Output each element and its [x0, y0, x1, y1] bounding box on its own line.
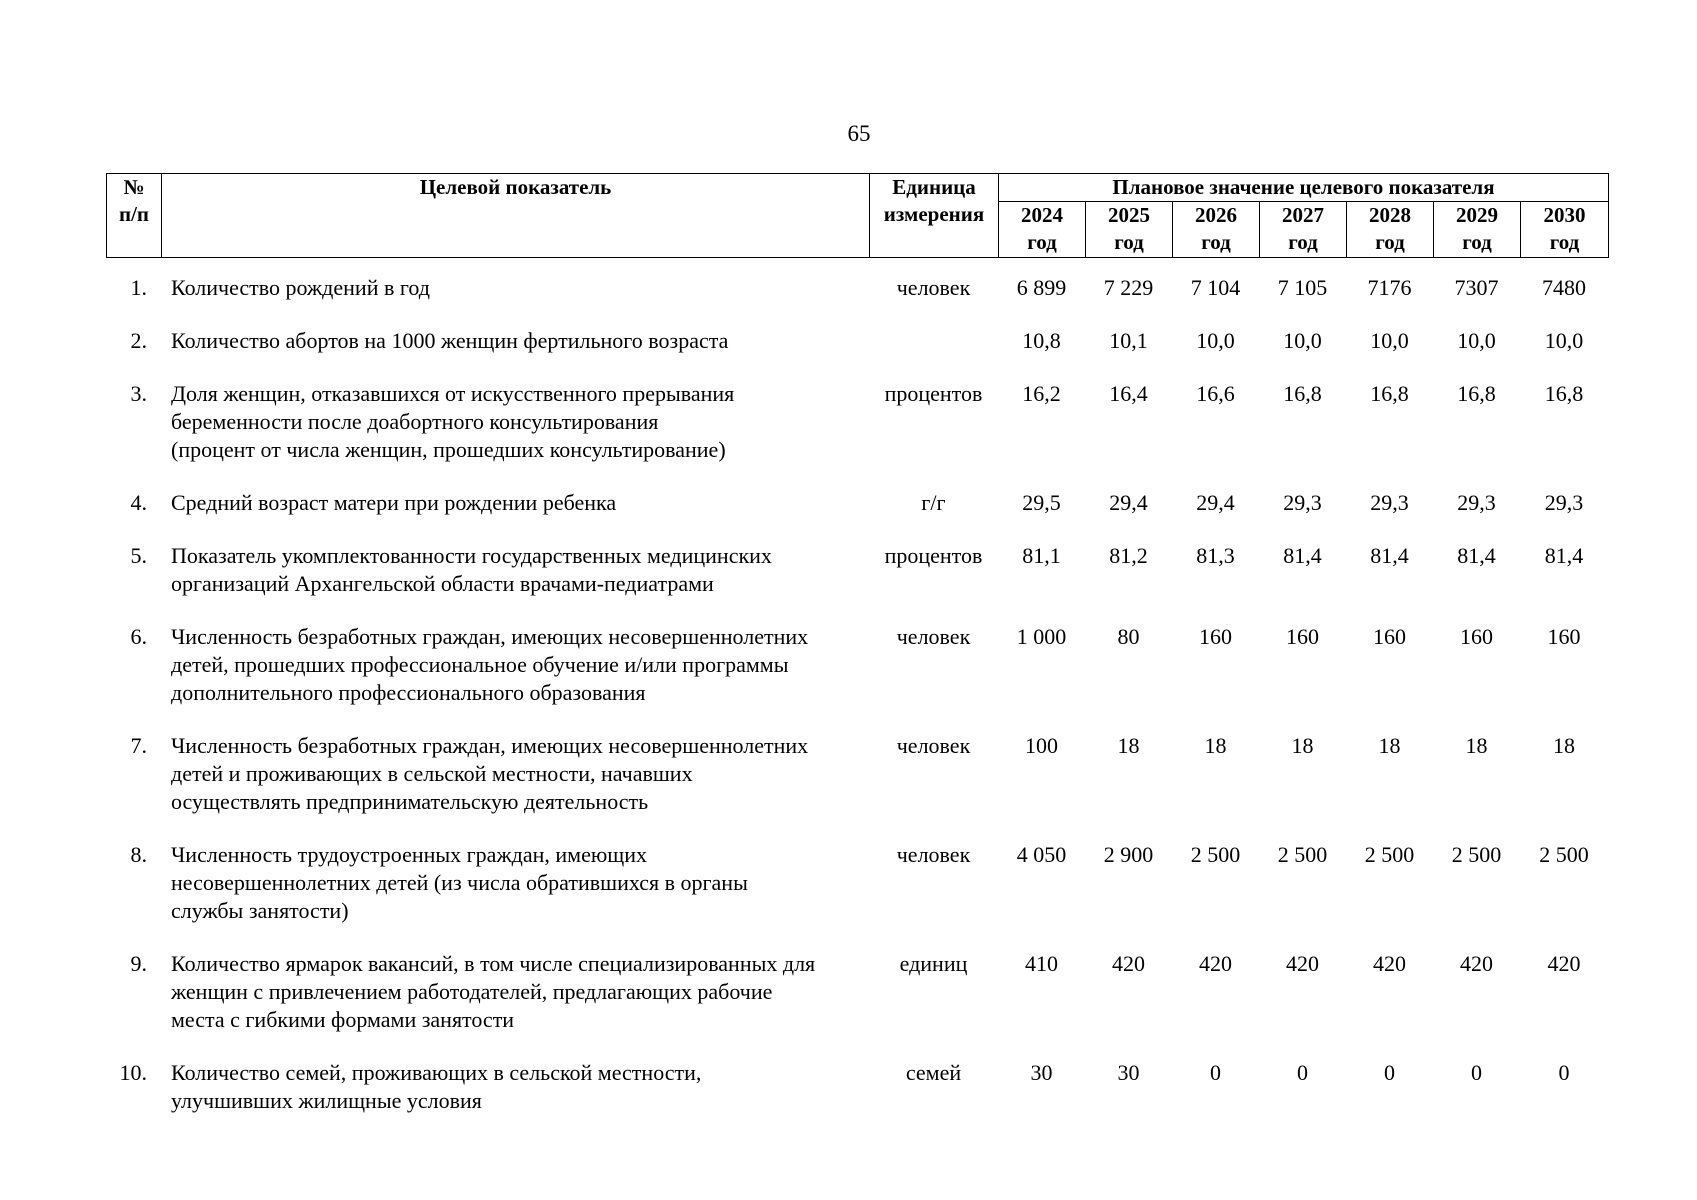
row-value-2030: 7480 — [1542, 275, 1586, 300]
row-value-2029: 0 — [1471, 1060, 1482, 1085]
row-value-2025: 30 — [1117, 1060, 1140, 1085]
indicator-name-line: детей и проживающих в сельской местности, начавших — [171, 761, 693, 786]
indicator-name-line: Средний возраст матери при рождении ребенка — [171, 490, 617, 515]
header-year-2029 — [1434, 202, 1521, 258]
row-value-2028: 81,4 — [1370, 543, 1409, 568]
row-value-2024: 29,5 — [1022, 490, 1061, 515]
row-unit: процентов — [884, 381, 983, 406]
row-unit — [869, 327, 998, 380]
page-number: 65 — [847, 121, 871, 146]
row-value-2026: 2 500 — [1190, 842, 1241, 867]
header-year-2025 — [1086, 202, 1173, 258]
row-value-2027: 7 105 — [1277, 275, 1328, 300]
row-value-2029: 160 — [1460, 624, 1493, 649]
row-number: 1. — [130, 275, 147, 300]
row-value-2024: 81,1 — [1022, 543, 1061, 568]
header-year-2030 — [1521, 202, 1609, 258]
row-unit: человек — [896, 733, 971, 758]
row-value-2024: 16,2 — [1022, 381, 1061, 406]
row-indicator-name — [161, 489, 869, 542]
row-value-2028: 7176 — [1367, 275, 1412, 300]
row-value-2029: 29,3 — [1457, 490, 1496, 515]
indicator-name-line: места с гибкими формами занятости — [171, 1007, 515, 1032]
row-value-2030: 29,3 — [1544, 490, 1584, 515]
row-value-2028: 18 — [1378, 733, 1401, 758]
row-indicator-name — [161, 841, 869, 950]
header-unit — [870, 174, 999, 258]
header-num-line2: п/п — [118, 202, 150, 226]
header-indicator: Целевой показатель — [162, 174, 870, 258]
row-value-2028: 420 — [1373, 951, 1406, 976]
row-value-2026: 29,4 — [1196, 490, 1235, 515]
row-value-2028: 0 — [1384, 1060, 1395, 1085]
row-indicator-name — [161, 542, 869, 623]
row-value-2030: 18 — [1553, 733, 1575, 758]
row-value-2024: 4 050 — [1016, 842, 1067, 867]
row-value-2027: 10,0 — [1283, 328, 1322, 353]
header-year-2028 — [1347, 202, 1434, 258]
row-indicator-name — [161, 1059, 869, 1140]
row-value-2027: 420 — [1286, 951, 1319, 976]
indicator-name-line: Численность безработных граждан, имеющих несовершеннолетних — [171, 624, 809, 649]
row-value-2025: 420 — [1112, 951, 1145, 976]
table-row — [106, 274, 1608, 327]
indicator-name-line: Доля женщин, отказавшихся от искусственного прерывания — [171, 381, 735, 406]
indicator-name-line: Численность безработных граждан, имеющих несовершеннолетних — [171, 733, 809, 758]
row-value-2028: 10,0 — [1370, 328, 1409, 353]
header-year-value: 2024 — [1021, 203, 1063, 227]
table-row — [106, 950, 1608, 1059]
row-value-2025: 80 — [1117, 624, 1140, 649]
row-value-2029: 18 — [1465, 733, 1488, 758]
row-value-2024: 6 899 — [1016, 275, 1067, 300]
row-number: 4. — [130, 490, 147, 515]
row-value-2025: 10,1 — [1109, 328, 1148, 353]
row-indicator-name — [161, 950, 869, 1059]
row-value-2026: 16,6 — [1196, 381, 1235, 406]
table-row — [106, 1059, 1608, 1140]
row-unit: семей — [905, 1060, 962, 1085]
row-value-2025: 7 229 — [1103, 275, 1154, 300]
indicator-name-line: Численность трудоустроенных граждан, имеющих — [171, 842, 647, 867]
indicator-name-line: беременности после доабортного консультирования — [171, 409, 659, 434]
row-value-2030: 0 — [1558, 1060, 1570, 1085]
row-value-2030: 2 500 — [1539, 842, 1589, 867]
row-number: 10. — [119, 1060, 147, 1085]
header-unit-line1: Единица — [892, 175, 976, 199]
row-unit: человек — [896, 275, 971, 300]
header-year-word: год — [1288, 230, 1318, 254]
table-row — [106, 542, 1608, 623]
row-value-2026: 18 — [1204, 733, 1227, 758]
row-value-2027: 160 — [1286, 624, 1319, 649]
indicator-name-line: (процент от числа женщин, прошедших консультирование) — [171, 437, 726, 462]
row-value-2027: 29,3 — [1283, 490, 1322, 515]
header-year-word: год — [1201, 230, 1231, 254]
row-value-2027: 2 500 — [1277, 842, 1328, 867]
header-year-value: 2026 — [1195, 203, 1237, 227]
indicator-name-line: Количество рождений в год — [171, 275, 430, 300]
header-year-word: год — [1462, 230, 1492, 254]
row-unit: человек — [896, 624, 971, 649]
row-value-2025: 18 — [1117, 733, 1140, 758]
row-number: 5. — [130, 543, 147, 568]
row-unit: г/г — [921, 490, 946, 515]
row-number: 3. — [130, 381, 147, 406]
header-year-2026 — [1173, 202, 1260, 258]
header-num-line1: № — [123, 175, 145, 199]
row-value-2027: 0 — [1297, 1060, 1308, 1085]
row-value-2024: 100 — [1025, 733, 1058, 758]
header-planned: Плановое значение целевого показателя — [999, 174, 1609, 202]
row-value-2024: 1 000 — [1016, 624, 1067, 649]
row-value-2030: 10,0 — [1544, 328, 1584, 353]
row-value-2024: 410 — [1025, 951, 1058, 976]
row-value-2025: 2 900 — [1103, 842, 1154, 867]
row-value-2026: 420 — [1199, 951, 1232, 976]
indicator-name-line: службы занятости) — [171, 898, 349, 923]
row-value-2029: 10,0 — [1457, 328, 1496, 353]
indicator-name-line: осуществлять предпринимательскую деятельность — [171, 789, 649, 814]
table-row — [106, 489, 1608, 542]
table-row — [106, 841, 1608, 950]
row-number: 7. — [130, 733, 147, 758]
table-row — [106, 380, 1608, 489]
row-value-2028: 2 500 — [1364, 842, 1415, 867]
row-unit: единиц — [899, 951, 968, 976]
row-indicator-name — [161, 327, 869, 380]
table-row — [106, 732, 1608, 841]
row-value-2029: 81,4 — [1457, 543, 1496, 568]
indicator-name-line: Показатель укомплектованности государственных медицинских — [171, 543, 772, 568]
row-value-2024: 10,8 — [1022, 328, 1061, 353]
table-row — [106, 327, 1608, 380]
header-year-word: год — [1375, 230, 1405, 254]
row-indicator-name — [161, 274, 869, 327]
row-unit: процентов — [884, 543, 983, 568]
row-value-2025: 16,4 — [1109, 381, 1148, 406]
row-value-2026: 81,3 — [1196, 543, 1235, 568]
row-value-2030: 160 — [1547, 624, 1581, 649]
indicator-name-line: дополнительного профессионального образования — [171, 680, 646, 705]
row-value-2027: 81,4 — [1283, 543, 1322, 568]
row-value-2030: 420 — [1547, 951, 1581, 976]
indicator-name-line: несовершеннолетних детей (из числа обратившихся в органы — [171, 870, 748, 895]
indicator-name-line: Количество ярмарок вакансий, в том числе специализированных для — [171, 951, 816, 976]
header-year-word: год — [1549, 230, 1580, 254]
row-value-2029: 2 500 — [1451, 842, 1502, 867]
row-number: 6. — [130, 624, 147, 649]
row-indicator-name — [161, 623, 869, 732]
row-value-2029: 7307 — [1454, 275, 1499, 300]
header-year-word: год — [1027, 230, 1057, 254]
row-value-2028: 29,3 — [1370, 490, 1409, 515]
row-number: 9. — [130, 951, 147, 976]
row-value-2030: 16,8 — [1544, 381, 1584, 406]
row-number: 2. — [130, 328, 147, 353]
row-value-2029: 16,8 — [1457, 381, 1496, 406]
indicators-table — [106, 274, 1608, 1140]
row-indicator-name — [161, 732, 869, 841]
row-value-2026: 7 104 — [1190, 275, 1241, 300]
row-value-2026: 10,0 — [1196, 328, 1235, 353]
indicator-name-line: детей, прошедших профессиональное обучение и/или программы — [171, 652, 789, 677]
row-value-2029: 420 — [1460, 951, 1493, 976]
row-value-2024: 30 — [1030, 1060, 1053, 1085]
row-value-2025: 81,2 — [1109, 543, 1148, 568]
row-number: 8. — [130, 842, 147, 867]
row-value-2028: 16,8 — [1370, 381, 1409, 406]
row-value-2026: 160 — [1199, 624, 1232, 649]
header-year-2024 — [999, 202, 1086, 258]
indicator-name-line: Количество абортов на 1000 женщин фертильного возраста — [171, 328, 729, 353]
header-year-value: 2027 — [1282, 203, 1324, 227]
row-value-2030: 81,4 — [1544, 543, 1584, 568]
row-value-2025: 29,4 — [1109, 490, 1148, 515]
row-indicator-name — [161, 380, 869, 489]
indicator-name-line: женщин с привлечением работодателей, предлагающих рабочие — [171, 979, 773, 1004]
header-year-value: 2028 — [1369, 203, 1411, 227]
indicator-name-line: улучшивших жилищные условия — [171, 1088, 482, 1113]
row-unit: человек — [896, 842, 971, 867]
indicator-name-line: Количество семей, проживающих в сельской местности, — [171, 1060, 702, 1085]
row-value-2027: 18 — [1291, 733, 1314, 758]
header-year-value: 2030 — [1543, 203, 1586, 227]
indicator-name-line: организаций Архангельской области врачами-педиатрами — [171, 571, 714, 596]
table-row — [106, 623, 1608, 732]
header-num — [107, 174, 162, 258]
header-year-word: год — [1114, 230, 1144, 254]
header-year-value: 2029 — [1456, 203, 1498, 227]
header-unit-line2: измерения — [883, 202, 985, 226]
row-value-2028: 160 — [1373, 624, 1406, 649]
row-value-2027: 16,8 — [1283, 381, 1322, 406]
header-year-2027 — [1260, 202, 1347, 258]
table-header — [106, 173, 1609, 258]
header-year-value: 2025 — [1108, 203, 1150, 227]
row-value-2026: 0 — [1210, 1060, 1221, 1085]
